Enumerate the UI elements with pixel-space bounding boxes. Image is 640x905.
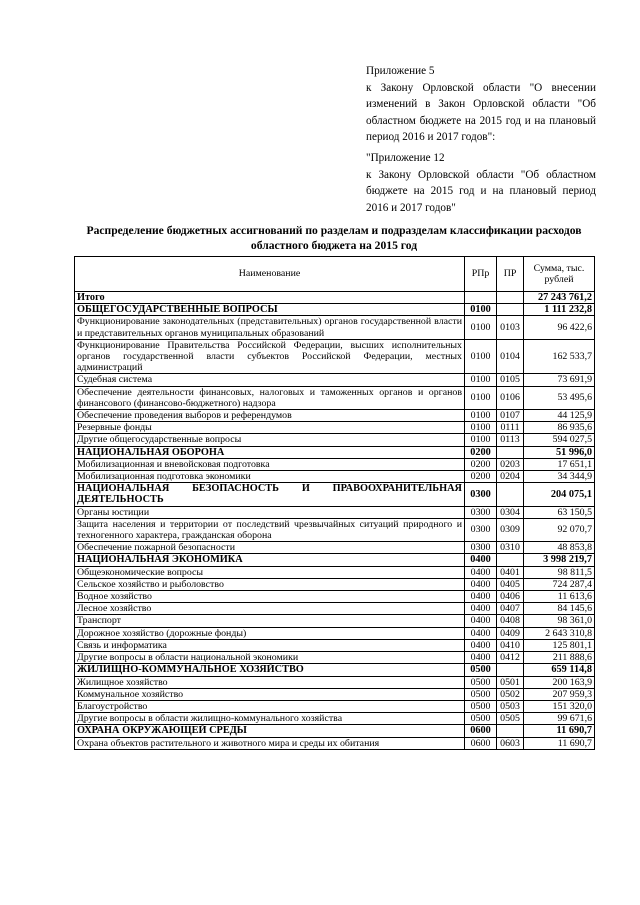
row-pr: 0603 xyxy=(497,737,524,749)
row-name: Жилищное хозяйство xyxy=(75,676,465,688)
row-name: Защита населения и территории от последствий чрезвычайных ситуаций природного и техногенного характера, гражданская оборона xyxy=(75,518,465,541)
row-sum: 11 690,7 xyxy=(524,725,595,737)
row-rpr: 0300 xyxy=(465,483,497,506)
row-pr: 0401 xyxy=(497,566,524,578)
row-name: Резервные фонды xyxy=(75,422,465,434)
row-pr: 0501 xyxy=(497,676,524,688)
row-name: НАЦИОНАЛЬНАЯ ЭКОНОМИКА xyxy=(75,554,465,566)
row-name: Органы юстиции xyxy=(75,506,465,518)
row-name: Другие общегосударственные вопросы xyxy=(75,434,465,446)
budget-table xyxy=(74,256,595,750)
row-sum: 125 801,1 xyxy=(524,639,595,651)
table-row xyxy=(75,410,595,422)
row-pr: 0103 xyxy=(497,316,524,339)
row-rpr: 0300 xyxy=(465,518,497,541)
table-row xyxy=(75,422,595,434)
row-sum: 53 495,6 xyxy=(524,386,595,409)
row-sum: 151 320,0 xyxy=(524,700,595,712)
table-row xyxy=(75,700,595,712)
row-pr: 0502 xyxy=(497,688,524,700)
row-name: Водное хозяйство xyxy=(75,591,465,603)
row-rpr: 0400 xyxy=(465,554,497,566)
row-rpr: 0500 xyxy=(465,713,497,725)
row-sum: 51 996,0 xyxy=(524,446,595,458)
table-row xyxy=(75,713,595,725)
table-body xyxy=(75,292,595,750)
table-row xyxy=(75,386,595,409)
row-rpr xyxy=(465,292,497,304)
row-sum: 3 998 219,7 xyxy=(524,554,595,566)
table-row xyxy=(75,506,595,518)
table-section-row xyxy=(75,725,595,737)
row-name: Обеспечение пожарной безопасности xyxy=(75,542,465,554)
table-section-row xyxy=(75,554,595,566)
row-name: Общеэкономические вопросы xyxy=(75,566,465,578)
row-sum: 211 888,6 xyxy=(524,652,595,664)
table-row xyxy=(75,339,595,374)
row-rpr: 0500 xyxy=(465,664,497,676)
document-title: Распределение бюджетных ассигнований по разделам и подразделам классификации расходов областного бюджета на 2015 год xyxy=(86,224,582,252)
row-pr xyxy=(497,483,524,506)
row-sum: 48 853,8 xyxy=(524,542,595,554)
row-name: Итого xyxy=(75,292,465,304)
row-name: Обеспечение деятельности финансовых, налоговых и таможенных органов и органов финансового (финансово-бюджетного) надзора xyxy=(75,386,465,409)
row-pr: 0405 xyxy=(497,578,524,590)
row-name: ОБЩЕГОСУДАРСТВЕННЫЕ ВОПРОСЫ xyxy=(75,304,465,316)
row-sum: 63 150,5 xyxy=(524,506,595,518)
appendix-5-text: к Закону Орловской области "О внесении изменений в Закон Орловской области "Об областном бюджете на 2015 год и на плановый период 2016 и 2017 годов": xyxy=(366,81,596,144)
row-name: НАЦИОНАЛЬНАЯ ОБОРОНА xyxy=(75,446,465,458)
row-pr xyxy=(497,292,524,304)
row-pr: 0412 xyxy=(497,652,524,664)
table-row xyxy=(75,615,595,627)
row-rpr: 0400 xyxy=(465,639,497,651)
row-rpr: 0100 xyxy=(465,316,497,339)
row-pr: 0409 xyxy=(497,627,524,639)
row-sum: 1 111 232,8 xyxy=(524,304,595,316)
row-sum: 84 145,6 xyxy=(524,603,595,615)
table-section-row xyxy=(75,304,595,316)
row-sum: 207 959,3 xyxy=(524,688,595,700)
row-name: Связь и информатика xyxy=(75,639,465,651)
row-pr: 0309 xyxy=(497,518,524,541)
row-rpr: 0400 xyxy=(465,627,497,639)
table-row xyxy=(75,542,595,554)
table-row xyxy=(75,591,595,603)
row-name: Коммунальное хозяйство xyxy=(75,688,465,700)
row-pr: 0104 xyxy=(497,339,524,374)
table-row xyxy=(75,518,595,541)
table-section-row xyxy=(75,664,595,676)
row-pr xyxy=(497,725,524,737)
appendix-5-heading: Приложение 5 xyxy=(366,65,435,77)
row-pr: 0204 xyxy=(497,471,524,483)
row-pr: 0503 xyxy=(497,700,524,712)
row-rpr: 0600 xyxy=(465,725,497,737)
table-row xyxy=(75,688,595,700)
row-rpr: 0100 xyxy=(465,386,497,409)
row-pr: 0406 xyxy=(497,591,524,603)
row-name: Другие вопросы в области национальной экономики xyxy=(75,652,465,664)
row-name: Мобилизационная и вневойсковая подготовка xyxy=(75,458,465,470)
table-row xyxy=(75,603,595,615)
table-row xyxy=(75,627,595,639)
header-name: Наименование xyxy=(75,257,465,292)
row-name: Обеспечение проведения выборов и референдумов xyxy=(75,410,465,422)
row-pr: 0203 xyxy=(497,458,524,470)
row-rpr: 0400 xyxy=(465,566,497,578)
row-sum: 98 361,0 xyxy=(524,615,595,627)
row-sum: 99 671,6 xyxy=(524,713,595,725)
row-sum: 73 691,9 xyxy=(524,374,595,386)
row-sum: 200 163,9 xyxy=(524,676,595,688)
row-sum: 204 075,1 xyxy=(524,483,595,506)
row-sum: 659 114,8 xyxy=(524,664,595,676)
row-pr: 0111 xyxy=(497,422,524,434)
table-row xyxy=(75,578,595,590)
row-sum: 11 613,6 xyxy=(524,591,595,603)
row-name: Сельское хозяйство и рыболовство xyxy=(75,578,465,590)
row-name: Другие вопросы в области жилищно-коммунального хозяйства xyxy=(75,713,465,725)
appendix-12-heading: "Приложение 12 xyxy=(366,152,445,164)
row-pr: 0410 xyxy=(497,639,524,651)
row-rpr: 0400 xyxy=(465,615,497,627)
row-sum: 594 027,5 xyxy=(524,434,595,446)
row-rpr: 0400 xyxy=(465,652,497,664)
row-rpr: 0100 xyxy=(465,434,497,446)
row-rpr: 0100 xyxy=(465,339,497,374)
row-name: НАЦИОНАЛЬНАЯ БЕЗОПАСНОСТЬ И ПРАВООХРАНИТЕЛЬНАЯ ДЕЯТЕЛЬНОСТЬ xyxy=(75,483,465,506)
row-pr xyxy=(497,554,524,566)
row-pr: 0107 xyxy=(497,410,524,422)
row-rpr: 0600 xyxy=(465,737,497,749)
row-name: Функционирование Правительства Российской Федерации, высших исполнительных органов государственной власти субъектов Российской Федерации, местных администраций xyxy=(75,339,465,374)
row-name: Благоустройство xyxy=(75,700,465,712)
appendix-5-note xyxy=(366,63,596,146)
row-rpr: 0100 xyxy=(465,410,497,422)
table-section-row xyxy=(75,483,595,506)
table-header-row xyxy=(75,257,595,292)
row-pr xyxy=(497,664,524,676)
table-row xyxy=(75,434,595,446)
row-rpr: 0500 xyxy=(465,676,497,688)
row-pr: 0505 xyxy=(497,713,524,725)
table-row xyxy=(75,458,595,470)
row-sum: 92 070,7 xyxy=(524,518,595,541)
row-name: Транспорт xyxy=(75,615,465,627)
row-pr xyxy=(497,304,524,316)
row-name: Лесное хозяйство xyxy=(75,603,465,615)
row-sum: 11 690,7 xyxy=(524,737,595,749)
row-name: Охрана объектов растительного и животного мира и среды их обитания xyxy=(75,737,465,749)
table-row xyxy=(75,471,595,483)
table-row xyxy=(75,374,595,386)
row-sum: 2 643 310,8 xyxy=(524,627,595,639)
table-row xyxy=(75,652,595,664)
row-sum: 17 651,1 xyxy=(524,458,595,470)
row-pr: 0304 xyxy=(497,506,524,518)
table-section-row xyxy=(75,292,595,304)
row-pr: 0407 xyxy=(497,603,524,615)
row-pr: 0113 xyxy=(497,434,524,446)
row-pr xyxy=(497,446,524,458)
row-name: Мобилизационная подготовка экономики xyxy=(75,471,465,483)
row-rpr: 0500 xyxy=(465,700,497,712)
row-rpr: 0300 xyxy=(465,542,497,554)
row-name: ОХРАНА ОКРУЖАЮЩЕЙ СРЕДЫ xyxy=(75,725,465,737)
table-row xyxy=(75,676,595,688)
header-pr: ПР xyxy=(497,257,524,292)
row-sum: 44 125,9 xyxy=(524,410,595,422)
row-rpr: 0400 xyxy=(465,591,497,603)
row-rpr: 0200 xyxy=(465,471,497,483)
row-rpr: 0200 xyxy=(465,458,497,470)
row-pr: 0408 xyxy=(497,615,524,627)
row-name: ЖИЛИЩНО-КОММУНАЛЬНОЕ ХОЗЯЙСТВО xyxy=(75,664,465,676)
appendix-12-note xyxy=(366,150,596,216)
row-pr: 0106 xyxy=(497,386,524,409)
row-sum: 86 935,6 xyxy=(524,422,595,434)
row-rpr: 0100 xyxy=(465,304,497,316)
row-rpr: 0400 xyxy=(465,578,497,590)
row-rpr: 0400 xyxy=(465,603,497,615)
row-sum: 724 287,4 xyxy=(524,578,595,590)
row-rpr: 0200 xyxy=(465,446,497,458)
row-rpr: 0500 xyxy=(465,688,497,700)
header-rpr: РПр xyxy=(465,257,497,292)
row-sum: 34 344,9 xyxy=(524,471,595,483)
table-row xyxy=(75,316,595,339)
row-name: Судебная система xyxy=(75,374,465,386)
row-name: Функционирование законодательных (представительных) органов государственной власти и представительных органов муниципальных образований xyxy=(75,316,465,339)
row-rpr: 0100 xyxy=(465,374,497,386)
row-sum: 27 243 761,2 xyxy=(524,292,595,304)
row-pr: 0105 xyxy=(497,374,524,386)
table-section-row xyxy=(75,446,595,458)
row-name: Дорожное хозяйство (дорожные фонды) xyxy=(75,627,465,639)
header-sum: Сумма, тыс. рублей xyxy=(524,257,595,292)
appendix-12-text: к Закону Орловской области "Об областном бюджете на 2015 год и на плановый период 2016 и 2017 годов" xyxy=(366,168,596,214)
row-rpr: 0300 xyxy=(465,506,497,518)
row-sum: 96 422,6 xyxy=(524,316,595,339)
row-sum: 162 533,7 xyxy=(524,339,595,374)
row-rpr: 0100 xyxy=(465,422,497,434)
row-sum: 98 811,5 xyxy=(524,566,595,578)
row-pr: 0310 xyxy=(497,542,524,554)
table-row xyxy=(75,566,595,578)
table-row xyxy=(75,737,595,749)
table-row xyxy=(75,639,595,651)
